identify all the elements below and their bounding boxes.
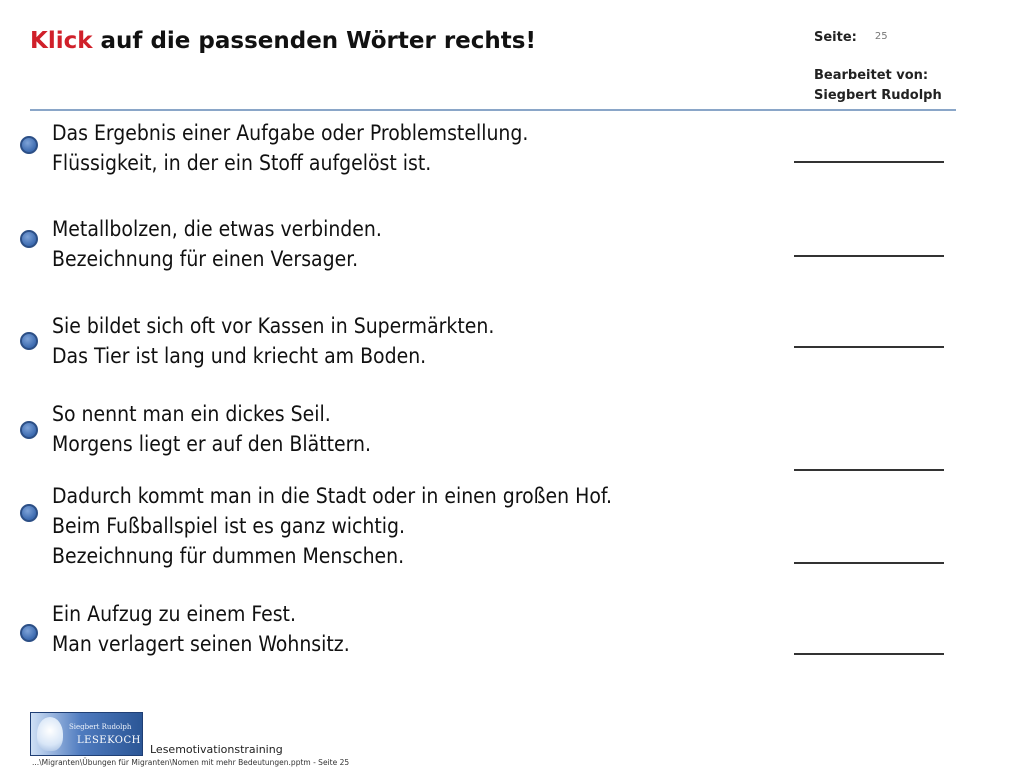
clue-line: Morgens liegt er auf den Blättern. [52,432,371,456]
clue-line: Dadurch kommt man in die Stadt oder in einen großen Hof. [52,484,613,508]
answer-blank-3[interactable] [794,346,944,348]
edited-label: Bearbeitet von: [814,68,929,83]
clue-line: Beim Fußballspiel ist es ganz wichtig. [52,514,406,538]
page-meta [814,28,942,103]
clue-line: Das Ergebnis einer Aufgabe oder Problemstellung. [52,121,529,145]
clue-line: So nennt man ein dickes Seil. [52,402,331,426]
answer-blank-4[interactable] [794,469,944,471]
answer-dot-6[interactable] [20,624,38,642]
clue-line: Flüssigkeit, in der ein Stoff aufgelöst ist. [52,151,432,175]
clue-lines-5 [52,481,612,571]
lightbulb-icon [37,717,63,751]
edited-name: Siegbert Rudolph [814,88,942,103]
clue-lines-6 [52,599,350,659]
logo-author: Siegbert Rudolph [69,723,132,731]
answer-dot-5[interactable] [20,504,38,522]
answer-dot-2[interactable] [20,230,38,248]
clue-lines-3 [52,311,494,371]
lesekoch-logo [30,712,143,756]
footer-file-path: ...\Migranten\Übungen für Migranten\Nomen mit mehr Bedeutungen.pptm - Seite 25 [32,758,350,767]
clue-line: Das Tier ist lang und kriecht am Boden. [52,344,427,368]
clue-lines-2 [52,214,382,274]
title-text: auf die passenden Wörter rechts! [92,28,536,54]
logo-brand: LESEKOCH [77,735,141,746]
clue-line: Sie bildet sich oft vor Kassen in Supermärkten. [52,314,495,338]
footer-title: Lesemotivationstraining [150,743,283,756]
page-title [30,28,536,54]
page-label: Seite: [814,30,857,45]
page-number: 25 [874,31,888,42]
clue-line: Bezeichnung für einen Versager. [52,247,359,271]
edited-by [814,66,974,106]
answer-blank-2[interactable] [794,255,944,257]
clue-line: Man verlagert seinen Wohnsitz. [52,632,350,656]
clue-lines-4 [52,399,371,459]
answer-blank-6[interactable] [794,653,944,655]
answer-dot-4[interactable] [20,421,38,439]
clue-line: Ein Aufzug zu einem Fest. [52,602,296,626]
clue-lines-1 [52,118,528,178]
header-divider [30,109,956,111]
answer-blank-5[interactable] [794,562,944,564]
answer-blank-1[interactable] [794,161,944,163]
answer-dot-1[interactable] [20,136,38,154]
answer-dot-3[interactable] [20,332,38,350]
clue-line: Metallbolzen, die etwas verbinden. [52,217,382,241]
clue-line: Bezeichnung für dummen Menschen. [52,544,405,568]
title-highlight: Klick [30,28,93,54]
